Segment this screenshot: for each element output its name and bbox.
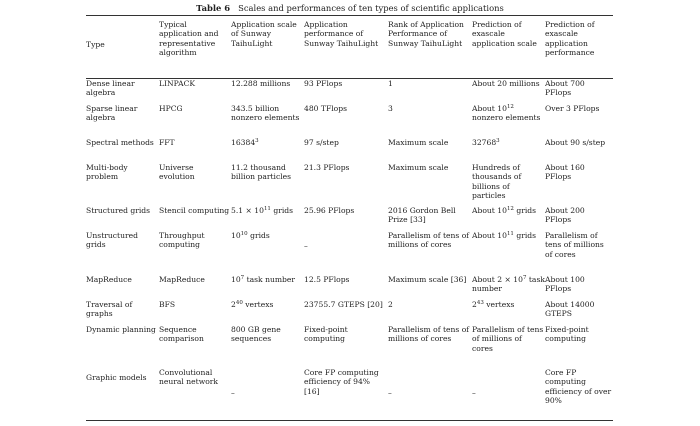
cell-text: – xyxy=(388,388,392,397)
cell-algorithm: Throughput computing xyxy=(159,231,205,250)
cell-algorithm: Sequence comparison xyxy=(159,325,204,344)
column-header-predicted-scale: Prediction of exascale application scale xyxy=(472,20,537,48)
cell-type: Structured grids xyxy=(86,206,151,215)
table-caption-text: Scales and performances of ten types of scientific applications xyxy=(238,3,504,13)
cell-type: Traversal of graphs xyxy=(86,300,133,319)
cell-algorithm: FFT xyxy=(159,138,175,147)
cell-text: Graphic models xyxy=(86,373,147,382)
cell-performance: Fixed-point computing xyxy=(304,325,348,344)
cell-text: – xyxy=(304,241,308,250)
cell-rank: 1 xyxy=(388,79,393,88)
cell-text: – xyxy=(472,388,476,397)
cell-scale: 12.288 millions xyxy=(231,79,291,88)
cell-type: Dense linear algebra xyxy=(86,79,135,98)
bottom-rule xyxy=(86,420,613,421)
cell-exponent: 3 xyxy=(496,138,500,144)
cell-text: grids xyxy=(247,231,270,240)
cell-exponent: 11 xyxy=(506,231,514,237)
cell-type: MapReduce xyxy=(86,275,132,284)
cell-predicted-scale xyxy=(472,367,545,413)
cell-text: 32768 xyxy=(472,138,497,147)
cell-scale xyxy=(231,230,304,274)
column-header-type: Type xyxy=(86,40,105,49)
header-row xyxy=(86,16,613,78)
table-row xyxy=(86,205,613,230)
cell-type xyxy=(86,367,159,413)
cell-rank: Maximum scale xyxy=(388,163,449,172)
cell-predicted-scale xyxy=(472,205,545,230)
cell-text: grids xyxy=(513,231,537,240)
cell-text: 16384 xyxy=(231,138,256,147)
cell-performance: 25.96 PFlops xyxy=(304,206,355,215)
cell-predicted-performance: Fixed-point computing xyxy=(545,325,589,344)
cell-text: vertexs xyxy=(483,300,515,309)
cell-predicted-performance: Over 3 PFlops xyxy=(545,104,600,113)
cell-exponent: 12 xyxy=(506,104,514,110)
cell-exponent: 43 xyxy=(476,300,484,306)
cell-rank: Parallelism of tens of millions of cores xyxy=(388,231,470,250)
cell-exponent: 3 xyxy=(255,138,259,144)
cell-predicted-performance: About 700 PFlops xyxy=(545,79,585,98)
cell-text: grids xyxy=(270,206,294,215)
cell-predicted-scale: Parallelism of tens of millions of cores xyxy=(472,325,544,353)
cell-algorithm: Stencil computing xyxy=(159,206,230,215)
cell-predicted-performance: About 200 PFlops xyxy=(545,206,585,225)
cell-performance: 12.5 PFlops xyxy=(304,275,350,284)
cell-exponent: 7 xyxy=(240,275,245,281)
cell-scale: 800 GB gene sequences xyxy=(231,325,281,344)
cell-predicted-performance: Core FP computing efficiency of over 90% xyxy=(545,368,612,405)
cell-type: Dynamic planning xyxy=(86,325,156,334)
cell-type: Multi-body problem xyxy=(86,163,128,182)
column-header-rank: Rank of Application Performance of Sunway TaihuLight xyxy=(388,20,464,48)
table-row xyxy=(86,367,613,413)
table-row xyxy=(86,162,613,205)
cell-scale xyxy=(231,137,304,162)
column-header-performance: Application performance of Sunway TaihuLight xyxy=(304,20,379,48)
cell-rank: 2016 Gordon Bell Prize [33] xyxy=(388,206,456,225)
cell-exponent: 7 xyxy=(522,275,527,281)
cell-rank xyxy=(388,367,472,413)
cell-scale xyxy=(231,205,304,230)
cell-text: 2 xyxy=(231,300,236,309)
table-row xyxy=(86,274,613,299)
column-header-scale: Application scale of Sunway TaihuLight xyxy=(231,20,297,48)
cell-performance xyxy=(304,230,388,274)
cell-text: 10 xyxy=(231,275,241,284)
cell-text: 5.1 × 10 xyxy=(231,206,264,215)
cell-algorithm: Convolutional neural network xyxy=(159,368,219,387)
cell-algorithm: Universe evolution xyxy=(159,163,195,182)
cell-exponent: 40 xyxy=(235,300,243,306)
cell-predicted-scale: About 20 millions xyxy=(472,79,540,88)
cell-scale xyxy=(231,299,304,324)
cell-type: Unstructured grids xyxy=(86,231,138,250)
cell-predicted-performance: Parallelism of tens of millions of cores xyxy=(545,231,604,259)
cell-algorithm: BFS xyxy=(159,300,176,309)
cell-rank: 2 xyxy=(388,300,393,309)
cell-predicted-performance: About 160 PFlops xyxy=(545,163,585,182)
cell-predicted-scale xyxy=(472,103,545,137)
table-row xyxy=(86,324,613,367)
cell-performance: 97 s/step xyxy=(304,138,339,147)
cell-predicted-scale: Hundreds of thousands of billions of particles xyxy=(472,163,522,200)
column-header-algorithm: Typical application and representative algorithm xyxy=(159,20,219,57)
cell-predicted-scale xyxy=(472,230,545,274)
cell-text: 10 xyxy=(231,231,241,240)
cell-type: Sparse linear algebra xyxy=(86,104,138,123)
cell-performance: 21.3 PFlops xyxy=(304,163,350,172)
cell-rank: Maximum scale xyxy=(388,138,449,147)
table-row xyxy=(86,78,613,103)
cell-scale xyxy=(231,274,304,299)
cell-performance: 93 PFlops xyxy=(304,79,343,88)
table-caption xyxy=(0,3,700,14)
cell-text: About 10 xyxy=(472,231,507,240)
cell-type: Spectral methods xyxy=(86,138,154,147)
cell-scale: 11.2 thousand billion particles xyxy=(231,163,292,182)
cell-predicted-scale xyxy=(472,274,545,299)
cell-performance: 23755.7 GTEPS [20] xyxy=(304,300,383,309)
cell-rank: Parallelism of tens of millions of cores xyxy=(388,325,470,344)
cell-predicted-performance: About 90 s/step xyxy=(545,138,606,147)
cell-text: About 10 xyxy=(472,206,507,215)
cell-exponent: 11 xyxy=(263,206,271,212)
cell-scale xyxy=(231,367,304,413)
cell-text: grids xyxy=(513,206,537,215)
cell-scale: 343.5 billion nonzero elements xyxy=(231,104,300,123)
cell-predicted-scale xyxy=(472,137,545,162)
cell-exponent: 10 xyxy=(240,231,248,237)
column-header-predicted-performance: Prediction of exascale application performance xyxy=(545,20,595,57)
scales-performance-table xyxy=(86,16,613,413)
cell-text: About 10 xyxy=(472,104,507,113)
table-caption-label: Table 6 xyxy=(196,3,231,13)
cell-rank: 3 xyxy=(388,104,393,113)
cell-text: About 2 × 10 xyxy=(472,275,523,284)
cell-text: vertexs xyxy=(242,300,274,309)
cell-text: 2 xyxy=(472,300,477,309)
cell-predicted-scale xyxy=(472,299,545,324)
cell-performance: Core FP computing efficiency of 94% [16] xyxy=(304,368,379,396)
cell-text: nonzero elements xyxy=(472,113,541,123)
table-row xyxy=(86,103,613,137)
cell-exponent: 12 xyxy=(506,206,514,212)
cell-algorithm: MapReduce xyxy=(159,275,205,284)
table-row xyxy=(86,299,613,324)
cell-text: task number xyxy=(244,275,296,284)
cell-rank: Maximum scale [36] xyxy=(388,275,467,284)
table-row xyxy=(86,230,613,274)
cell-algorithm: LINPACK xyxy=(159,79,196,88)
cell-predicted-performance: About 100 PFlops xyxy=(545,275,585,294)
cell-performance: 480 TFlops xyxy=(304,104,348,113)
cell-algorithm: HPCG xyxy=(159,104,183,113)
cell-text: task number xyxy=(472,275,545,294)
table-row xyxy=(86,137,613,162)
cell-predicted-performance: About 14000 GTEPS xyxy=(545,300,595,319)
cell-text: – xyxy=(231,388,235,397)
